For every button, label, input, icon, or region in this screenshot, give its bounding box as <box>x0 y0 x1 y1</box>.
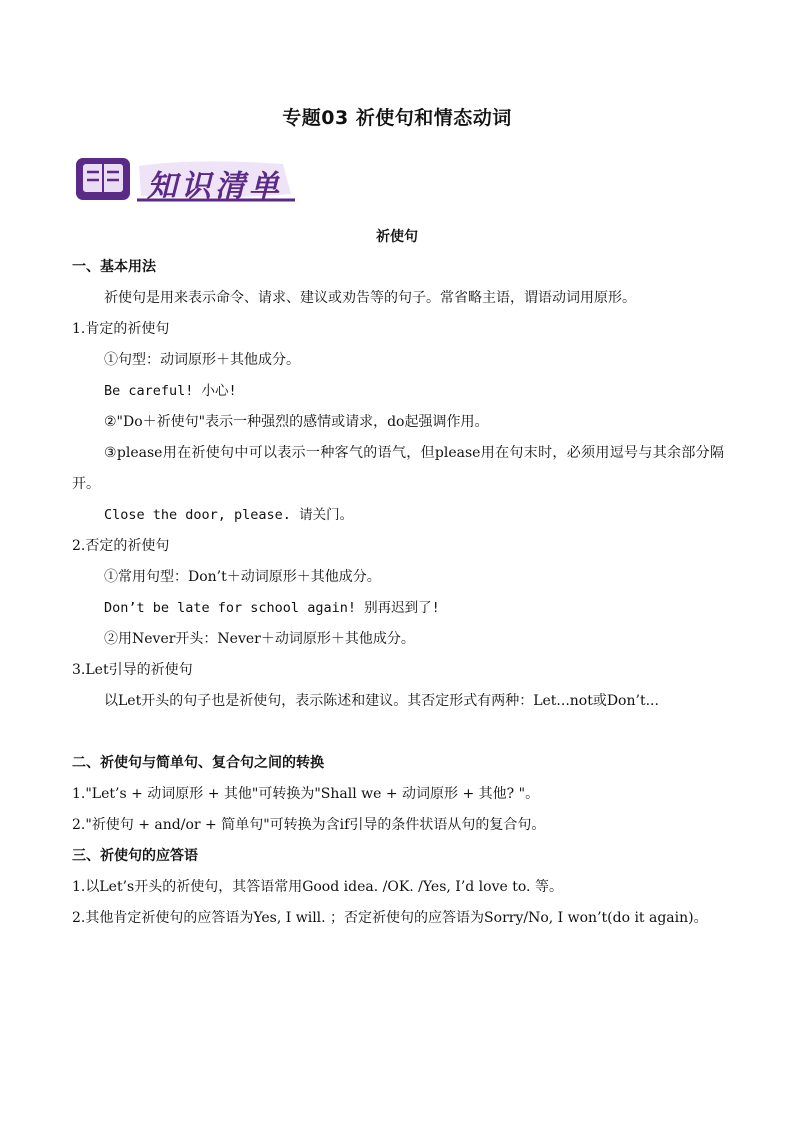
document-body <box>72 252 724 965</box>
paragraph: ②"Do＋祈使句"表示一种强烈的感情或请求，do起强调作用。 <box>104 414 489 430</box>
paragraph: ①句型：动词原形＋其他成分。 <box>104 352 300 368</box>
example-sentence: Be careful! 小心! <box>104 383 237 399</box>
subheading-let: 3.Let引导的祈使句 <box>72 662 193 678</box>
banner-title: 知识清单 <box>147 169 283 204</box>
heading-basic-usage: 一、基本用法 <box>72 259 156 275</box>
subheading-affirmative: 1.肯定的祈使句 <box>72 321 170 337</box>
heading-responses: 三、祈使句的应答语 <box>72 848 198 864</box>
paragraph: 1."Let’s + 动词原形 + 其他"可转换为"Shall we + 动词原形 + 其他? "。 <box>72 786 540 802</box>
paragraph: 1.以Let’s开头的祈使句，其答语常用Good idea. /OK. /Yes, I’d love to. 等。 <box>72 879 563 895</box>
section-title: 祈使句 <box>376 229 418 245</box>
paragraph: ③please用在祈使句中可以表示一种客气的语气，但please用在句末时，必须用逗号与其余部分隔开。 <box>72 445 724 492</box>
paragraph: 以Let开头的句子也是祈使句，表示陈述和建议。其否定形式有两种：Let...not或Don’t... <box>104 693 659 709</box>
example-sentence: Close the door, please. 请关门。 <box>104 507 354 523</box>
paragraph: 2."祈使句 + and/or + 简单句"可转换为含if引导的条件状语从句的复合句。 <box>72 817 546 833</box>
subheading-negative: 2.否定的祈使句 <box>72 538 170 554</box>
page-title: 专题03 祈使句和情态动词 <box>282 107 512 129</box>
paragraph: 祈使句是用来表示命令、请求、建议或劝告等的句子。常省略主语，谓语动词用原形。 <box>104 290 636 306</box>
paragraph: 2.其他肯定祈使句的应答语为Yes, I will. ；否定祈使句的应答语为Sorry/No, I won’t(do it again)。 <box>72 910 708 926</box>
example-sentence: Don’t be late for school again! 别再迟到了! <box>104 600 440 616</box>
knowledge-list-banner <box>73 150 303 210</box>
paragraph: ②用Never开头：Never＋动词原形＋其他成分。 <box>104 631 415 647</box>
paragraph: ①常用句型：Don’t＋动词原形＋其他成分。 <box>104 569 381 585</box>
heading-conversion: 二、祈使句与简单句、复合句之间的转换 <box>72 755 324 771</box>
